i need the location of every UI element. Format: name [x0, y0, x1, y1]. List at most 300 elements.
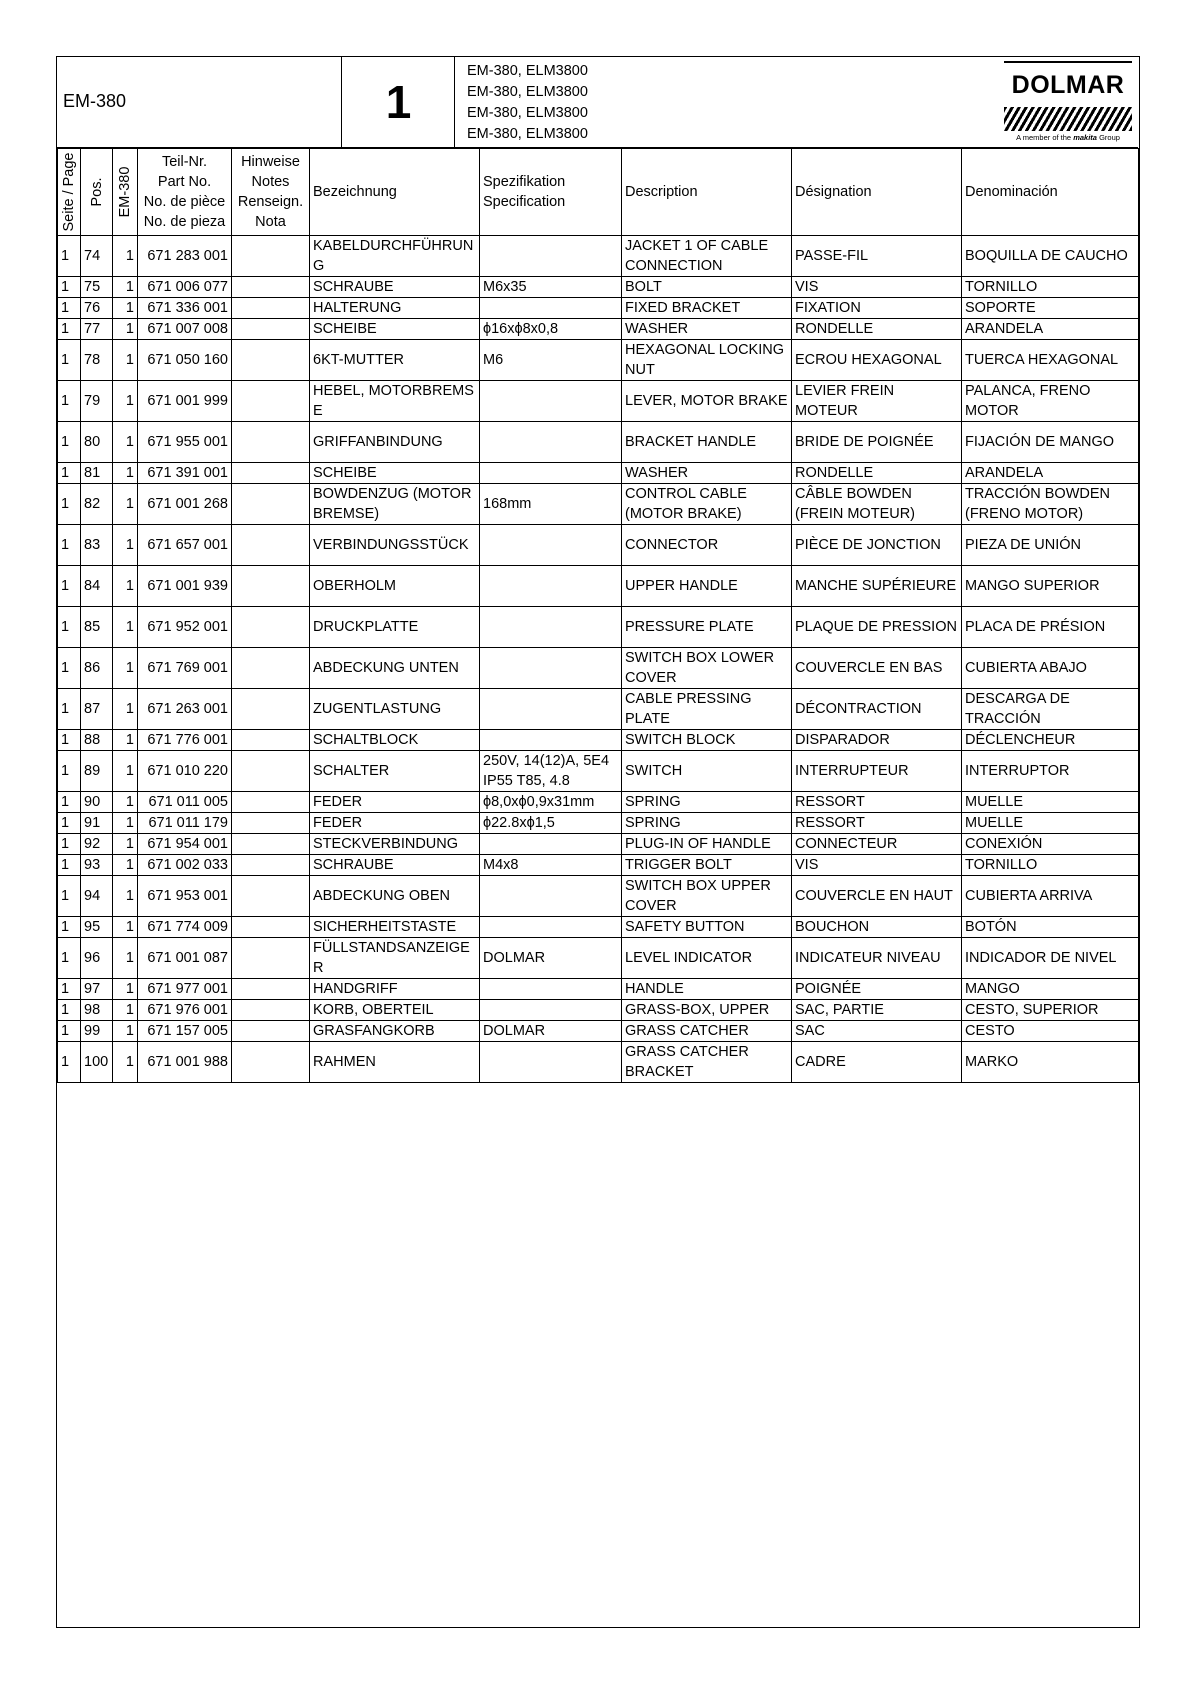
cell-denominacion: ARANDELA	[962, 319, 1139, 340]
cell-designation: CONNECTEUR	[792, 834, 962, 855]
cell-notes	[232, 792, 310, 813]
cell-notes	[232, 463, 310, 484]
cell-part-no: 671 001 939	[138, 566, 232, 607]
model-line: EM-380, ELM3800	[467, 126, 588, 142]
cell-designation: VIS	[792, 855, 962, 876]
cell-page: 1	[58, 834, 81, 855]
cell-spec	[480, 1000, 622, 1021]
cell-spec	[480, 1042, 622, 1083]
cell-pos: 94	[81, 876, 113, 917]
cell-description: JACKET 1 OF CABLE CONNECTION	[622, 236, 792, 277]
cell-notes	[232, 1021, 310, 1042]
cell-bezeichnung: BOWDENZUG (MOTORBREMSE)	[310, 484, 480, 525]
table-row	[58, 834, 1139, 855]
cell-part-no: 671 955 001	[138, 422, 232, 463]
table-row	[58, 277, 1139, 298]
cell-designation: INTERRUPTEUR	[792, 751, 962, 792]
cell-qty: 1	[113, 340, 138, 381]
cell-part-no: 671 774 009	[138, 917, 232, 938]
cell-pos: 85	[81, 607, 113, 648]
table-row	[58, 484, 1139, 525]
cell-part-no: 671 001 087	[138, 938, 232, 979]
cell-denominacion: TRACCIÓN BOWDEN (FRENO MOTOR)	[962, 484, 1139, 525]
table-row	[58, 689, 1139, 730]
cell-spec	[480, 730, 622, 751]
cell-designation: BOUCHON	[792, 917, 962, 938]
cell-pos: 84	[81, 566, 113, 607]
cell-spec: M6	[480, 340, 622, 381]
cell-notes	[232, 484, 310, 525]
cell-pos: 78	[81, 340, 113, 381]
cell-denominacion: MUELLE	[962, 813, 1139, 834]
cell-description: PLUG-IN OF HANDLE	[622, 834, 792, 855]
cell-description: GRASS CATCHER BRACKET	[622, 1042, 792, 1083]
cell-qty: 1	[113, 236, 138, 277]
logo-tagline: A member of the makita Group	[1016, 133, 1120, 142]
cell-spec: DOLMAR	[480, 938, 622, 979]
cell-description: LEVEL INDICATOR	[622, 938, 792, 979]
cell-denominacion: CUBIERTA ARRIVA	[962, 876, 1139, 917]
col-header-description: Description	[622, 149, 792, 236]
table-row	[58, 938, 1139, 979]
cell-notes	[232, 381, 310, 422]
cell-pos: 92	[81, 834, 113, 855]
cell-page: 1	[58, 277, 81, 298]
cell-qty: 1	[113, 938, 138, 979]
cell-page: 1	[58, 525, 81, 566]
cell-qty: 1	[113, 979, 138, 1000]
cell-pos: 89	[81, 751, 113, 792]
cell-page: 1	[58, 607, 81, 648]
table-row	[58, 792, 1139, 813]
cell-spec: DOLMAR	[480, 1021, 622, 1042]
cell-designation: SAC	[792, 1021, 962, 1042]
cell-designation: MANCHE SUPÉRIEURE	[792, 566, 962, 607]
cell-qty: 1	[113, 525, 138, 566]
cell-page: 1	[58, 463, 81, 484]
cell-notes	[232, 938, 310, 979]
cell-denominacion: INDICADOR DE NIVEL	[962, 938, 1139, 979]
cell-designation: VIS	[792, 277, 962, 298]
cell-qty: 1	[113, 917, 138, 938]
cell-description: FIXED BRACKET	[622, 298, 792, 319]
cell-spec	[480, 834, 622, 855]
cell-spec: 168mm	[480, 484, 622, 525]
cell-spec	[480, 298, 622, 319]
cell-pos: 82	[81, 484, 113, 525]
model-cell	[57, 57, 342, 147]
cell-description: PRESSURE PLATE	[622, 607, 792, 648]
cell-part-no: 671 953 001	[138, 876, 232, 917]
table-row	[58, 751, 1139, 792]
cell-notes	[232, 607, 310, 648]
cell-spec: M6x35	[480, 277, 622, 298]
cell-spec	[480, 917, 622, 938]
cell-notes	[232, 1000, 310, 1021]
cell-pos: 77	[81, 319, 113, 340]
col-header-notes: Hinweise Notes Renseign. Nota	[232, 149, 310, 236]
cell-part-no: 671 657 001	[138, 525, 232, 566]
cell-notes	[232, 422, 310, 463]
cell-description: CONNECTOR	[622, 525, 792, 566]
cell-designation: DÉCONTRACTION	[792, 689, 962, 730]
cell-spec: ϕ8,0xϕ0,9x31mm	[480, 792, 622, 813]
cell-page: 1	[58, 979, 81, 1000]
cell-part-no: 671 776 001	[138, 730, 232, 751]
cell-spec: ϕ22.8xϕ1,5	[480, 813, 622, 834]
cell-part-no: 671 050 160	[138, 340, 232, 381]
cell-denominacion: MANGO	[962, 979, 1139, 1000]
cell-bezeichnung: SCHRAUBE	[310, 277, 480, 298]
cell-description: WASHER	[622, 319, 792, 340]
cell-qty: 1	[113, 607, 138, 648]
cell-denominacion: DÉCLENCHEUR	[962, 730, 1139, 751]
cell-part-no: 671 263 001	[138, 689, 232, 730]
cell-pos: 93	[81, 855, 113, 876]
cell-description: TRIGGER BOLT	[622, 855, 792, 876]
cell-notes	[232, 298, 310, 319]
table-row	[58, 422, 1139, 463]
cell-pos: 74	[81, 236, 113, 277]
cell-page: 1	[58, 319, 81, 340]
cell-denominacion: DESCARGA DE TRACCIÓN	[962, 689, 1139, 730]
cell-bezeichnung: HEBEL, MOTORBREMSE	[310, 381, 480, 422]
cell-designation: DISPARADOR	[792, 730, 962, 751]
cell-spec: 250V, 14(12)A, 5E4 IP55 T85, 4.8	[480, 751, 622, 792]
cell-denominacion: MUELLE	[962, 792, 1139, 813]
cell-designation: BRIDE DE POIGNÉE	[792, 422, 962, 463]
cell-spec	[480, 979, 622, 1000]
cell-denominacion: ARANDELA	[962, 463, 1139, 484]
cell-part-no: 671 001 988	[138, 1042, 232, 1083]
cell-part-no: 671 954 001	[138, 834, 232, 855]
cell-bezeichnung: FEDER	[310, 813, 480, 834]
cell-bezeichnung: 6KT-MUTTER	[310, 340, 480, 381]
cell-qty: 1	[113, 834, 138, 855]
cell-designation: LEVIER FREIN MOTEUR	[792, 381, 962, 422]
cell-designation: PIÈCE DE JONCTION	[792, 525, 962, 566]
cell-description: UPPER HANDLE	[622, 566, 792, 607]
cell-description: BRACKET HANDLE	[622, 422, 792, 463]
cell-denominacion: TORNILLO	[962, 277, 1139, 298]
cell-designation: RONDELLE	[792, 463, 962, 484]
cell-page: 1	[58, 813, 81, 834]
cell-page: 1	[58, 484, 81, 525]
cell-part-no: 671 001 999	[138, 381, 232, 422]
cell-description: HEXAGONAL LOCKING NUT	[622, 340, 792, 381]
cell-notes	[232, 236, 310, 277]
cell-description: GRASS-BOX, UPPER	[622, 1000, 792, 1021]
cell-bezeichnung: SCHEIBE	[310, 463, 480, 484]
cell-description: SWITCH BOX LOWER COVER	[622, 648, 792, 689]
cell-denominacion: BOTÓN	[962, 917, 1139, 938]
cell-spec: ϕ16xϕ8x0,8	[480, 319, 622, 340]
cell-notes	[232, 689, 310, 730]
cell-qty: 1	[113, 855, 138, 876]
logo-stripes-icon	[1004, 107, 1132, 131]
cell-qty: 1	[113, 751, 138, 792]
cell-page: 1	[58, 751, 81, 792]
table-row	[58, 1021, 1139, 1042]
cell-pos: 86	[81, 648, 113, 689]
cell-qty: 1	[113, 277, 138, 298]
cell-spec: M4x8	[480, 855, 622, 876]
cell-bezeichnung: DRUCKPLATTE	[310, 607, 480, 648]
cell-notes	[232, 876, 310, 917]
cell-designation: COUVERCLE EN HAUT	[792, 876, 962, 917]
cell-spec	[480, 525, 622, 566]
logo-wordmark: DOLMAR	[1011, 71, 1125, 99]
cell-denominacion: TUERCA HEXAGONAL	[962, 340, 1139, 381]
cell-qty: 1	[113, 298, 138, 319]
cell-designation: PASSE-FIL	[792, 236, 962, 277]
table-row	[58, 730, 1139, 751]
cell-page: 1	[58, 938, 81, 979]
cell-qty: 1	[113, 813, 138, 834]
cell-pos: 87	[81, 689, 113, 730]
cell-notes	[232, 917, 310, 938]
cell-pos: 76	[81, 298, 113, 319]
cell-denominacion: MARKO	[962, 1042, 1139, 1083]
cell-page: 1	[58, 1000, 81, 1021]
model-line: EM-380, ELM3800	[467, 84, 588, 100]
parts-table	[57, 148, 1139, 1083]
cell-description: GRASS CATCHER	[622, 1021, 792, 1042]
cell-part-no: 671 011 005	[138, 792, 232, 813]
parts-table-body	[58, 236, 1139, 1083]
cell-designation: RESSORT	[792, 813, 962, 834]
cell-notes	[232, 979, 310, 1000]
cell-denominacion: FIJACIÓN DE MANGO	[962, 422, 1139, 463]
cell-denominacion: MANGO SUPERIOR	[962, 566, 1139, 607]
cell-pos: 81	[81, 463, 113, 484]
table-row	[58, 463, 1139, 484]
cell-qty: 1	[113, 730, 138, 751]
cell-part-no: 671 011 179	[138, 813, 232, 834]
table-row	[58, 298, 1139, 319]
cell-description: LEVER, MOTOR BRAKE	[622, 381, 792, 422]
cell-bezeichnung: SICHERHEITSTASTE	[310, 917, 480, 938]
cell-notes	[232, 277, 310, 298]
cell-pos: 79	[81, 381, 113, 422]
cell-designation: SAC, PARTIE	[792, 1000, 962, 1021]
cell-designation: CADRE	[792, 1042, 962, 1083]
cell-denominacion: PIEZA DE UNIÓN	[962, 525, 1139, 566]
table-row	[58, 525, 1139, 566]
cell-description: SAFETY BUTTON	[622, 917, 792, 938]
cell-designation: POIGNÉE	[792, 979, 962, 1000]
cell-part-no: 671 283 001	[138, 236, 232, 277]
cell-pos: 96	[81, 938, 113, 979]
cell-denominacion: INTERRUPTOR	[962, 751, 1139, 792]
cell-bezeichnung: SCHRAUBE	[310, 855, 480, 876]
cell-notes	[232, 340, 310, 381]
cell-denominacion: PLACA DE PRÉSION	[962, 607, 1139, 648]
table-header-row	[58, 149, 1139, 236]
cell-designation: CÂBLE BOWDEN (FREIN MOTEUR)	[792, 484, 962, 525]
cell-notes	[232, 566, 310, 607]
cell-denominacion: SOPORTE	[962, 298, 1139, 319]
cell-part-no: 671 002 033	[138, 855, 232, 876]
cell-bezeichnung: ZUGENTLASTUNG	[310, 689, 480, 730]
cell-part-no: 671 769 001	[138, 648, 232, 689]
table-row	[58, 566, 1139, 607]
cell-designation: RONDELLE	[792, 319, 962, 340]
cell-part-no: 671 006 077	[138, 277, 232, 298]
model-line: EM-380, ELM3800	[467, 63, 588, 79]
cell-description: CABLE PRESSING PLATE	[622, 689, 792, 730]
cell-pos: 91	[81, 813, 113, 834]
cell-qty: 1	[113, 876, 138, 917]
cell-spec	[480, 607, 622, 648]
cell-notes	[232, 648, 310, 689]
cell-page: 1	[58, 648, 81, 689]
cell-part-no: 671 391 001	[138, 463, 232, 484]
cell-spec	[480, 876, 622, 917]
page-frame	[56, 56, 1140, 1628]
cell-qty: 1	[113, 1021, 138, 1042]
cell-bezeichnung: RAHMEN	[310, 1042, 480, 1083]
cell-bezeichnung: SCHEIBE	[310, 319, 480, 340]
table-row	[58, 648, 1139, 689]
model-line: EM-380, ELM3800	[467, 105, 588, 121]
col-header-pos: Pos.	[81, 149, 113, 236]
cell-pos: 95	[81, 917, 113, 938]
cell-spec	[480, 422, 622, 463]
cell-spec	[480, 689, 622, 730]
cell-bezeichnung: FEDER	[310, 792, 480, 813]
cell-page: 1	[58, 855, 81, 876]
table-row	[58, 979, 1139, 1000]
page-number-cell	[342, 57, 455, 147]
cell-spec	[480, 566, 622, 607]
cell-denominacion: CONEXIÓN	[962, 834, 1139, 855]
cell-part-no: 671 010 220	[138, 751, 232, 792]
cell-description: SPRING	[622, 813, 792, 834]
cell-denominacion: CESTO	[962, 1021, 1139, 1042]
cell-pos: 83	[81, 525, 113, 566]
cell-pos: 80	[81, 422, 113, 463]
cell-designation: INDICATEUR NIVEAU	[792, 938, 962, 979]
cell-spec	[480, 381, 622, 422]
cell-notes	[232, 834, 310, 855]
logo-rule	[1004, 61, 1132, 63]
col-header-spec: Spezifikation Specification	[480, 149, 622, 236]
cell-qty: 1	[113, 1042, 138, 1083]
table-row	[58, 381, 1139, 422]
cell-qty: 1	[113, 792, 138, 813]
cell-notes	[232, 813, 310, 834]
cell-bezeichnung: STECKVERBINDUNG	[310, 834, 480, 855]
cell-description: HANDLE	[622, 979, 792, 1000]
cell-pos: 97	[81, 979, 113, 1000]
cell-bezeichnung: HANDGRIFF	[310, 979, 480, 1000]
cell-bezeichnung: ABDECKUNG OBEN	[310, 876, 480, 917]
cell-page: 1	[58, 730, 81, 751]
cell-pos: 100	[81, 1042, 113, 1083]
cell-qty: 1	[113, 381, 138, 422]
cell-bezeichnung: VERBINDUNGSSTÜCK	[310, 525, 480, 566]
cell-bezeichnung: SCHALTER	[310, 751, 480, 792]
cell-pos: 88	[81, 730, 113, 751]
cell-notes	[232, 730, 310, 751]
table-row	[58, 1000, 1139, 1021]
table-row	[58, 236, 1139, 277]
table-row	[58, 1042, 1139, 1083]
cell-page: 1	[58, 566, 81, 607]
cell-page: 1	[58, 298, 81, 319]
cell-notes	[232, 525, 310, 566]
dolmar-logo	[1004, 61, 1132, 141]
cell-bezeichnung: HALTERUNG	[310, 298, 480, 319]
cell-qty: 1	[113, 319, 138, 340]
cell-part-no: 671 976 001	[138, 1000, 232, 1021]
cell-spec	[480, 463, 622, 484]
cell-pos: 99	[81, 1021, 113, 1042]
cell-notes	[232, 751, 310, 792]
cell-part-no: 671 977 001	[138, 979, 232, 1000]
cell-denominacion: BOQUILLA DE CAUCHO	[962, 236, 1139, 277]
cell-qty: 1	[113, 566, 138, 607]
cell-notes	[232, 319, 310, 340]
page-header	[57, 57, 1138, 148]
cell-page: 1	[58, 792, 81, 813]
cell-page: 1	[58, 422, 81, 463]
col-header-denominacion: Denominación	[962, 149, 1139, 236]
cell-denominacion: PALANCA, FRENO MOTOR	[962, 381, 1139, 422]
col-header-page: Seite / Page	[58, 149, 81, 236]
cell-qty: 1	[113, 689, 138, 730]
table-row	[58, 340, 1139, 381]
cell-spec	[480, 236, 622, 277]
cell-designation: COUVERCLE EN BAS	[792, 648, 962, 689]
cell-notes	[232, 855, 310, 876]
cell-bezeichnung: ABDECKUNG UNTEN	[310, 648, 480, 689]
table-row	[58, 813, 1139, 834]
cell-part-no: 671 157 005	[138, 1021, 232, 1042]
cell-page: 1	[58, 381, 81, 422]
models-list	[467, 61, 588, 145]
table-row	[58, 917, 1139, 938]
cell-description: SWITCH BLOCK	[622, 730, 792, 751]
table-row	[58, 319, 1139, 340]
cell-pos: 75	[81, 277, 113, 298]
cell-denominacion: CESTO, SUPERIOR	[962, 1000, 1139, 1021]
cell-denominacion: CUBIERTA ABAJO	[962, 648, 1139, 689]
cell-page: 1	[58, 876, 81, 917]
cell-bezeichnung: OBERHOLM	[310, 566, 480, 607]
models-cell	[455, 57, 1138, 147]
cell-description: SPRING	[622, 792, 792, 813]
cell-bezeichnung: SCHALTBLOCK	[310, 730, 480, 751]
cell-notes	[232, 1042, 310, 1083]
cell-description: SWITCH BOX UPPER COVER	[622, 876, 792, 917]
cell-description: CONTROL CABLE (MOTOR BRAKE)	[622, 484, 792, 525]
col-header-qty: EM-380	[113, 149, 138, 236]
cell-qty: 1	[113, 648, 138, 689]
col-header-bezeichnung: Bezeichnung	[310, 149, 480, 236]
cell-page: 1	[58, 340, 81, 381]
cell-bezeichnung: GRIFFANBINDUNG	[310, 422, 480, 463]
table-row	[58, 855, 1139, 876]
cell-qty: 1	[113, 463, 138, 484]
col-header-part-no: Teil-Nr. Part No. No. de pièce No. de pieza	[138, 149, 232, 236]
page-number: 1	[385, 76, 412, 128]
cell-designation: RESSORT	[792, 792, 962, 813]
cell-qty: 1	[113, 1000, 138, 1021]
cell-bezeichnung: GRASFANGKORB	[310, 1021, 480, 1042]
cell-designation: FIXATION	[792, 298, 962, 319]
